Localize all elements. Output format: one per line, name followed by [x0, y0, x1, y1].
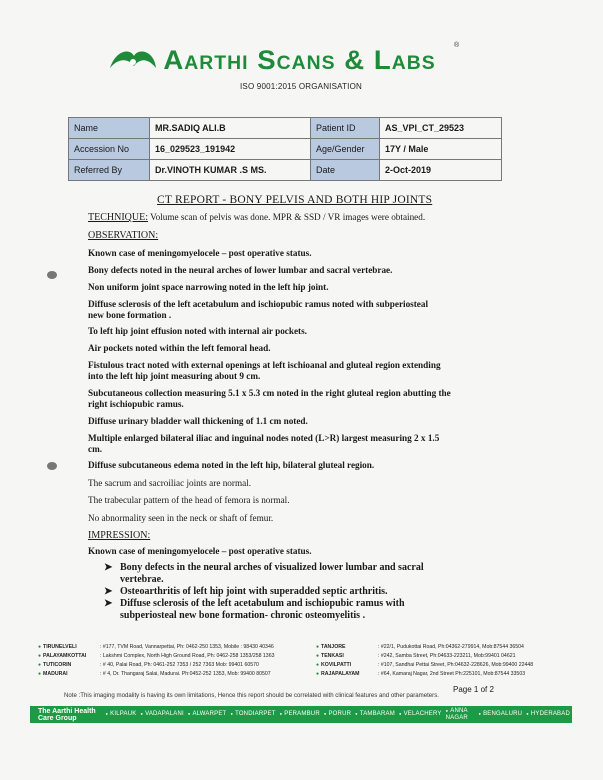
punch-hole [47, 462, 57, 470]
bullet-arrow-icon: ➤ [104, 562, 113, 573]
accession-label: Accession No [69, 139, 150, 160]
branch-city: ● RAJAPALAYAM [316, 671, 378, 677]
technique-text: Volume scan of pelvis was done. MPR & SSD / VR images were obtained. [148, 212, 426, 222]
observation-item: To left hip joint effusion noted with internal air pockets. [88, 326, 307, 336]
referred-by: Dr.VINOTH KUMAR .S MS. [150, 160, 311, 181]
location: ● HYDERABAD [526, 711, 570, 717]
impression-label: IMPRESSION: [88, 530, 151, 541]
branch-city: ● TIRUNELVELI [38, 644, 100, 650]
observation-item: Diffuse subcutaneous edema noted in the left hip, bilateral gluteal region. [88, 460, 375, 470]
report-title: CT REPORT - BONY PELVIS AND BOTH HIP JOINTS [157, 194, 433, 206]
branch-city: ● KOVILPATTI [316, 662, 378, 668]
technique-line [88, 212, 425, 223]
location: ● BENGALURU [478, 711, 522, 717]
accession-no: 16_029523_191942 [150, 139, 311, 160]
branch-row [38, 652, 566, 661]
location: ● VELACHERY [399, 711, 442, 717]
normal-finding: The sacrum and sacroiliac joints are normal. [88, 478, 252, 488]
bullet-arrow-icon: ➤ [104, 598, 113, 609]
date-label: Date [311, 160, 380, 181]
page-number: Page 1 of 2 [453, 685, 494, 694]
bullet-arrow-icon: ➤ [104, 586, 113, 597]
observation-item: Non uniform joint space narrowing noted in the left hip joint. [88, 282, 329, 292]
observation-item: Multiple enlarged bilateral iliac and inguinal nodes noted (L>R) largest measuring 2 x 1.5 [88, 433, 440, 443]
aarthi-logo-icon [108, 46, 158, 74]
branch-city: ● TENKASI [316, 653, 378, 659]
patient-id: AS_VPI_CT_29523 [380, 118, 502, 139]
technique-label: TECHNIQUE: [88, 212, 148, 223]
normal-finding: The trabecular pattern of the head of femora is normal. [88, 495, 290, 505]
observation-item: Diffuse sclerosis of the left acetabulum and ischiopubic ramus noted with subperiosteal [88, 299, 429, 309]
branch-address: : #242, Samba Street, Ph:04633-223211, Mob:99401 04621 [378, 653, 516, 660]
observation-item: into the left hip joint measuring about 9 cm. [88, 371, 261, 381]
branch-city: ● TANJORE [316, 644, 378, 650]
branch-city: ● TUTICORIN [38, 662, 100, 668]
brand-logo [108, 42, 436, 78]
location: ● TAMBARAM [355, 711, 395, 717]
branch-row [38, 669, 566, 678]
observation-item: right ischiopubic ramus. [88, 399, 184, 409]
branch-city: ● MADURAI [38, 671, 100, 677]
group-locations-band [30, 706, 572, 723]
referred-by-label: Referred By [69, 160, 150, 181]
observation-item: Known case of meningomyelocele – post operative status. [88, 248, 312, 258]
branch-row [38, 661, 566, 670]
patient-id-label: Patient ID [311, 118, 380, 139]
branch-address: : #177, TVM Road, Vannarpettai, Ph: 0462-250 1353, Mobile : 98430 40346 [100, 644, 274, 651]
branch-address: : # 40, Palai Road, Ph: 0461-252 7353 / 252 7363 Mob: 99401 60570 [100, 661, 259, 668]
branch-address: : # 4, Dr. Thangaraj Salai, Madurai. Ph:0452-252 1353, Mob: 99400 80507 [100, 670, 271, 677]
observation-item: Fistulous tract noted with external openings at left ischioanal and gluteal region extending [88, 360, 441, 370]
patient-name: MR.SADIQ ALI.B [150, 118, 311, 139]
observation-label: OBSERVATION: [88, 230, 159, 241]
impression-item-cont: vertebrae. [120, 574, 164, 585]
brand-name: Aarthi Scans & Labs [163, 44, 436, 75]
registered-mark: ® [454, 42, 460, 49]
group-name: The Aarthi Health Care Group [38, 707, 96, 722]
observation-item: cm. [88, 444, 103, 454]
punch-hole [47, 271, 57, 279]
location: ● ALWARPET [188, 711, 227, 717]
location: ● VADAPALANI [140, 711, 183, 717]
report-date: 2-Oct-2019 [380, 160, 502, 181]
impression-item: ➤ Diffuse sclerosis of the left acetabulum and ischiopubic ramus with [104, 598, 405, 609]
observation-item: Bony defects noted in the neural arches of lower lumbar and sacral vertebrae. [88, 265, 393, 275]
location: ● TONDIARPET [230, 711, 275, 717]
age-gender-label: Age/Gender [311, 139, 380, 160]
observation-item: new bone formation . [88, 310, 172, 320]
age-gender: 17Y / Male [380, 139, 502, 160]
location: ● ANNA NAGAR [446, 708, 475, 720]
location: ● PORUR [324, 711, 351, 717]
branch-city: ● PALAYAMKOTTAI [38, 653, 100, 659]
branch-address: : #64, Kamaraj Nagar, 2nd Street Ph:225101, Mob:87544 33503 [378, 670, 526, 677]
patient-info-table [68, 117, 502, 181]
normal-finding: No abnormality seen in the neck or shaft of femur. [88, 513, 274, 523]
observation-item: Subcutaneous collection measuring 5.1 x 5.3 cm noted in the right gluteal region abutting the [88, 388, 451, 398]
observation-item: Air pockets noted within the left femoral head. [88, 343, 271, 353]
branch-addresses [38, 643, 566, 678]
impression-intro: Known case of meningomyelocele – post operative status. [88, 546, 312, 556]
branch-address: : #22/1, Pudukottai Road, Ph:04362-279914, Mob:87544 36504 [378, 644, 524, 651]
observation-item: Diffuse urinary bladder wall thickening of 1.1 cm noted. [88, 416, 308, 426]
branch-row [38, 643, 566, 652]
disclaimer-note: Note :This imaging modality is having its own limitations, Hence this report should be correlated with clinical features and other parameters. [64, 692, 439, 699]
name-label: Name [69, 118, 150, 139]
branch-address: : Lakshmi Complex, North High Ground Road, Ph: 0462-258 1353/258 1363 [100, 653, 275, 660]
iso-certification: ISO 9001:2015 ORGANISATION [240, 82, 362, 91]
impression-item: ➤ Bony defects in the neural arches of visualized lower lumbar and sacral [104, 562, 424, 573]
impression-item-cont: subperiosteal new bone formation- chronic osteomyelitis . [120, 610, 366, 621]
location: ● KILPAUK [106, 711, 137, 717]
branch-address: : #107, Sandhai Pettai Street, Ph:04632-228626, Mob:99400 22448 [378, 661, 534, 668]
impression-item: ➤ Osteoarthritis of left hip joint with superadded septic arthritis. [104, 586, 388, 597]
location: ● PERAMBUR [280, 711, 320, 717]
